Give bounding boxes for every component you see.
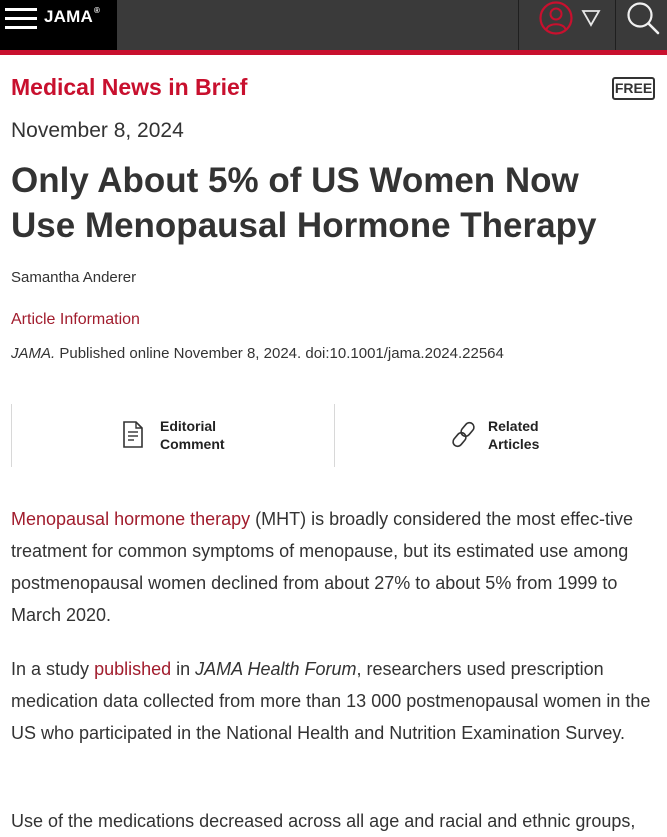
brand-name: JAMA <box>44 7 93 26</box>
citation-details: Published online November 8, 2024. doi:10.1001/jama.2024.22564 <box>55 345 504 362</box>
body-paragraph <box>11 653 661 749</box>
registered-mark: ® <box>93 6 101 15</box>
body-paragraph: Use of the medications decreased across all age and racial and ethnic groups, <box>11 811 636 831</box>
article-information-link[interactable]: Article Information <box>11 311 140 328</box>
citation <box>11 345 504 362</box>
search-button[interactable] <box>615 0 667 50</box>
label-line: Articles <box>488 436 540 452</box>
logo-area <box>0 0 117 50</box>
editorial-comment-button[interactable] <box>11 404 334 467</box>
menu-icon[interactable] <box>5 4 37 32</box>
published-link[interactable]: published <box>94 659 172 679</box>
article-actions <box>11 404 657 467</box>
article-title: Only About 5% of US Women Now Use Menopausal Hormone Therapy <box>11 161 597 245</box>
link-icon <box>449 419 479 451</box>
paragraph-text: (MHT) is broadly considered the most effec-tive treatment for common symptoms of menopause, but its estimated use among postmenopausal women declined from about 27% to about 5% from 1999 to March 2020. <box>11 509 633 625</box>
label-line: Related <box>488 418 539 434</box>
top-nav-bar <box>0 0 667 50</box>
label-line: Editorial <box>160 418 217 434</box>
body-paragraph <box>11 503 661 631</box>
search-icon <box>615 0 667 50</box>
related-articles-label <box>488 417 539 453</box>
account-menu-button[interactable] <box>519 0 615 50</box>
related-articles-button[interactable] <box>335 404 657 467</box>
journal-name: JAMA Health Forum <box>195 659 357 679</box>
author-name[interactable]: Samantha Anderer <box>11 269 137 286</box>
document-icon <box>121 420 145 450</box>
dropdown-triangle-icon <box>583 11 599 25</box>
label-line: Comment <box>160 436 225 452</box>
user-icon <box>519 0 615 50</box>
editorial-comment-label <box>160 417 225 453</box>
article-category[interactable]: Medical News in Brief <box>11 74 248 100</box>
free-badge: FREE <box>612 77 655 100</box>
accent-rule <box>0 50 667 55</box>
paragraph-text: in <box>171 659 196 679</box>
paragraph-text: In a study <box>11 659 95 679</box>
citation-journal: JAMA. <box>11 345 56 362</box>
jama-logo[interactable] <box>44 7 99 27</box>
publication-date: November 8, 2024 <box>11 119 184 142</box>
paragraph-text: , researchers used prescription medication data collected from more than 13 000 postmenopausal women in the US who participated in the National Health and Nutrition Examination Survey. <box>11 659 651 743</box>
mht-link[interactable]: Menopausal hormone therapy <box>11 509 251 529</box>
